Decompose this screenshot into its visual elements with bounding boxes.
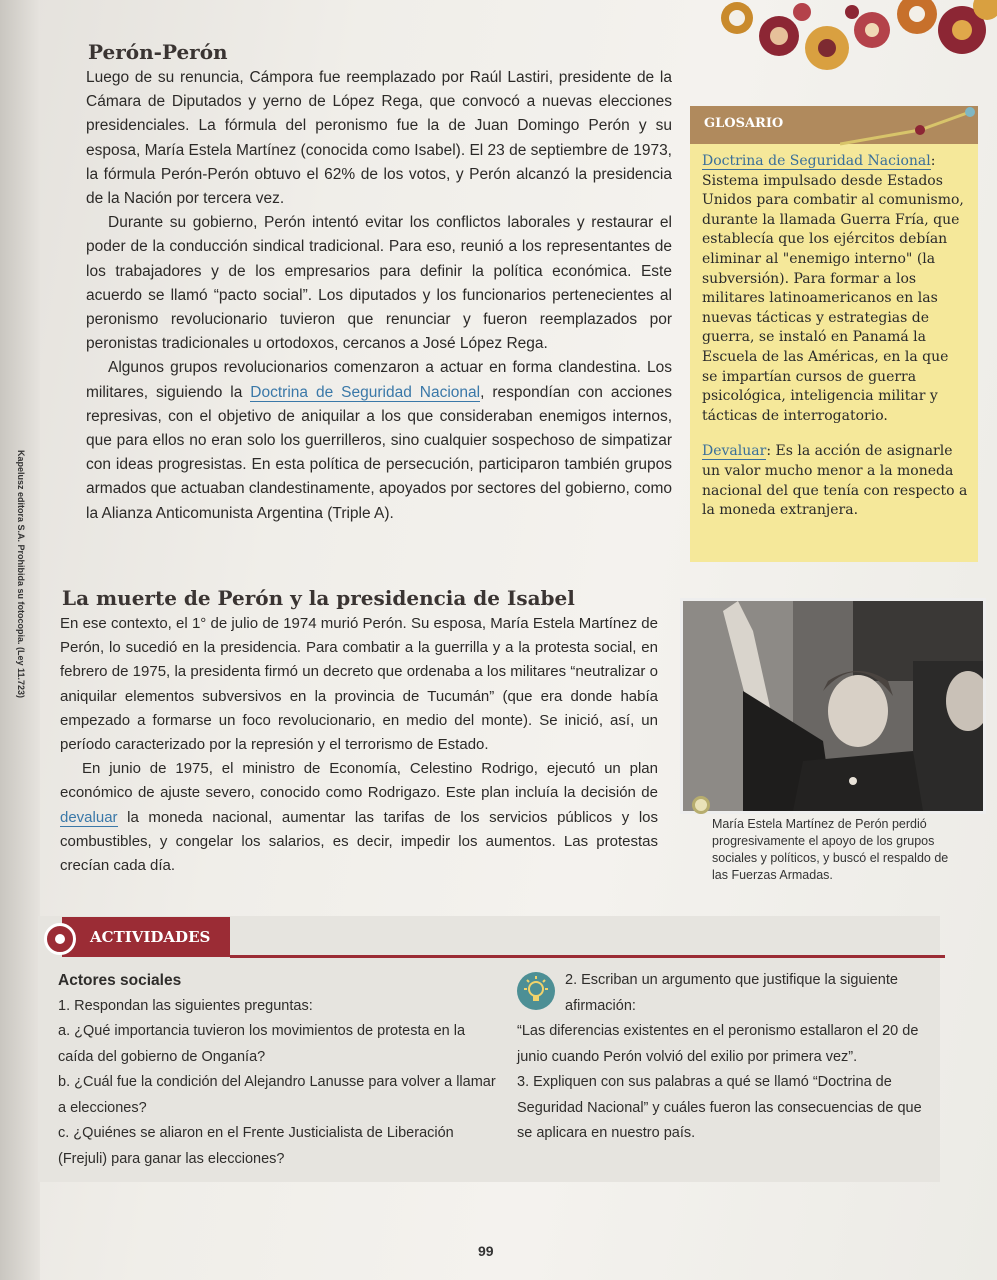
activities-right-column xyxy=(517,968,931,1147)
glossary-definition: Sistema impulsado desde Estados Unidos para combatir al comunismo, durante la llamada Guerra Fría, que establecía que los ejércitos debían eliminar al "enemigo interno" (la subversión). Para formar a los militares latinoamericanos en las nuevas tácticas y estrategias de guerra, se instaló en Panamá la Escuela de las Américas, en la que se impartían cursos de guerra psicológica, inteligencia militar y tácticas de interrogatorio. xyxy=(702,172,964,424)
glossary-heading: GLOSARIO xyxy=(704,116,784,131)
question-3: 3. Expliquen con sus palabras a qué se llamó “Doctrina de Seguridad Nacional” y cuáles fueron las consecuencias de que se aplicara en nuestro país. xyxy=(517,1074,922,1141)
paragraph-text: En junio de 1975, el ministro de Economía, Celestino Rodrigo, ejecutó un plan económico de ajuste severo, conocido como Rodrigazo. Este plan incluía la decisión de xyxy=(60,760,658,802)
page-number: 99 xyxy=(478,1243,494,1259)
glossary-box xyxy=(690,106,978,562)
question-2-quote: “Las diferencias existentes en el peronismo estallaron el 20 de junio cuando Perón volvió del exilio por primera vez”. xyxy=(517,1023,919,1065)
photo-illustration xyxy=(683,601,983,811)
paragraph xyxy=(86,356,672,525)
historical-photo xyxy=(680,598,986,814)
section-title-muerte-peron: La muerte de Perón y la presidencia de Isabel xyxy=(62,586,575,610)
activities-subheading: Actores sociales xyxy=(58,972,182,989)
section-title-peron-peron: Perón-Perón xyxy=(88,40,228,64)
paragraph: Durante su gobierno, Perón intentó evitar los conflictos laborales y restaurar el poder de la conducción sindical tradicional. Para eso, reunió a los representantes de los trabajadores y de los empresarios para definir la política económica. Este acuerdo se llamó “pacto social”. Los diputados y los funcionarios pertenecientes al peronismo revolucionario tuvieron que renunciar y fueron reemplazados por peronistas tradicionales u ortodoxos, cercanos a José López Rega. xyxy=(86,214,672,353)
question-1a: a. ¿Qué importancia tuvieron los movimientos de protesta en la caída del gobierno de Onganía? xyxy=(58,1023,466,1065)
decorative-pattern xyxy=(667,0,997,90)
question-2: 2. Escriban un argumento que justifique la siguiente afirmación: xyxy=(565,972,898,1014)
glossary-decoration xyxy=(840,106,978,146)
glossary-sep: : xyxy=(766,443,772,460)
glossary-link-devaluar[interactable]: devaluar xyxy=(60,808,118,826)
activities-left-column xyxy=(58,968,498,1172)
section1-body xyxy=(86,66,672,526)
glossary-definition: Es la acción de asignarle un valor mucho menor a la moneda nacional del que tenía con respecto a la moneda extranjera. xyxy=(702,443,968,519)
glossary-entry xyxy=(702,442,968,520)
activities-header xyxy=(62,917,230,957)
section2-body xyxy=(60,612,658,878)
question-1c: c. ¿Quiénes se aliaron en el Frente Justicialista de Liberación (Frejuli) para ganar las elecciones? xyxy=(58,1125,454,1167)
paragraph-text: , respondían con acciones represivas, con el objetivo de aniquilar a los que consideraban enemigos internos, que para ellos no eran solo los guerrilleros, sino cualquier sospechoso de simpatizar con ideas progresistas. En esta política de persecución, participaron también grupos armados que actuaban clandestinamente, apoyados por sectores del gobierno, como la Alianza Anticomunista Argentina (Triple A). xyxy=(86,383,673,522)
glossary-body xyxy=(702,152,968,537)
paragraph: En ese contexto, el 1° de julio de 1974 murió Perón. Su esposa, María Estela Martínez de Perón, lo sucedió en la presidencia. Para combatir a la guerrilla y a la protesta social, en febrero de 1975, la presidenta firmó un decreto que ordenaba a los militares “neutralizar o aniquilar elementos subversivos en la provincia de Tucumán” (que era donde había empezado a formarse un foco revolucionario, en medio del monte). Se inició, así, un período caracterizado por la represión y el terrorismo de Estado. xyxy=(60,615,658,754)
activities-heading: ACTIVIDADES xyxy=(90,928,211,946)
question-1: 1. Respondan las siguientes preguntas: xyxy=(58,997,313,1014)
question-1b: b. ¿Cuál fue la condición del Alejandro Lanusse para volver a llamar a elecciones? xyxy=(58,1074,496,1116)
paragraph-text: Algunos grupos revolucionarios comenzaron a actuar en forma clandestina. Los militares, siguiendo la xyxy=(86,359,672,401)
glossary-link-doctrina[interactable]: Doctrina de Seguridad Nacional xyxy=(250,383,481,401)
copyright-spine-text: Kapelusz editora S.A. Prohibida su fotocopia. (Ley 11.723) xyxy=(16,450,26,699)
glossary-term: Doctrina de Seguridad Nacional xyxy=(702,153,931,169)
paragraph xyxy=(60,757,658,878)
glossary-term: Devaluar xyxy=(702,443,767,460)
activities-target-icon xyxy=(44,923,76,955)
photo-caption: María Estela Martínez de Perón perdió progresivamente el apoyo de los grupos sociales y políticos, y buscó el respaldo de las Fuerzas Armadas. xyxy=(712,817,949,882)
paragraph-text: la moneda nacional, aumentar las tarifas de los servicios públicos y los combustibles, y congelar los salarios, es decir, impedir los aumentos. Las protestas crecían cada día. xyxy=(60,808,658,875)
glossary-sep: : xyxy=(930,153,936,169)
glossary-entry xyxy=(702,152,968,426)
activities-rule xyxy=(230,955,945,958)
caption-marker-icon xyxy=(692,796,710,814)
paragraph: Luego de su renuncia, Cámpora fue reemplazado por Raúl Lastiri, presidente de la Cámara de Diputados y yerno de López Rega, que convocó a nuevas elecciones presidenciales. La fórmula del peronismo fue la de Juan Domingo Perón y su esposa, María Estela Martínez (conocida como Isabel). El 23 de septiembre de 1973, la fórmula Perón-Perón obtuvo el 62% de los votos, y Perón alcanzó la presidencia de la Nación por tercera vez. xyxy=(86,69,672,208)
